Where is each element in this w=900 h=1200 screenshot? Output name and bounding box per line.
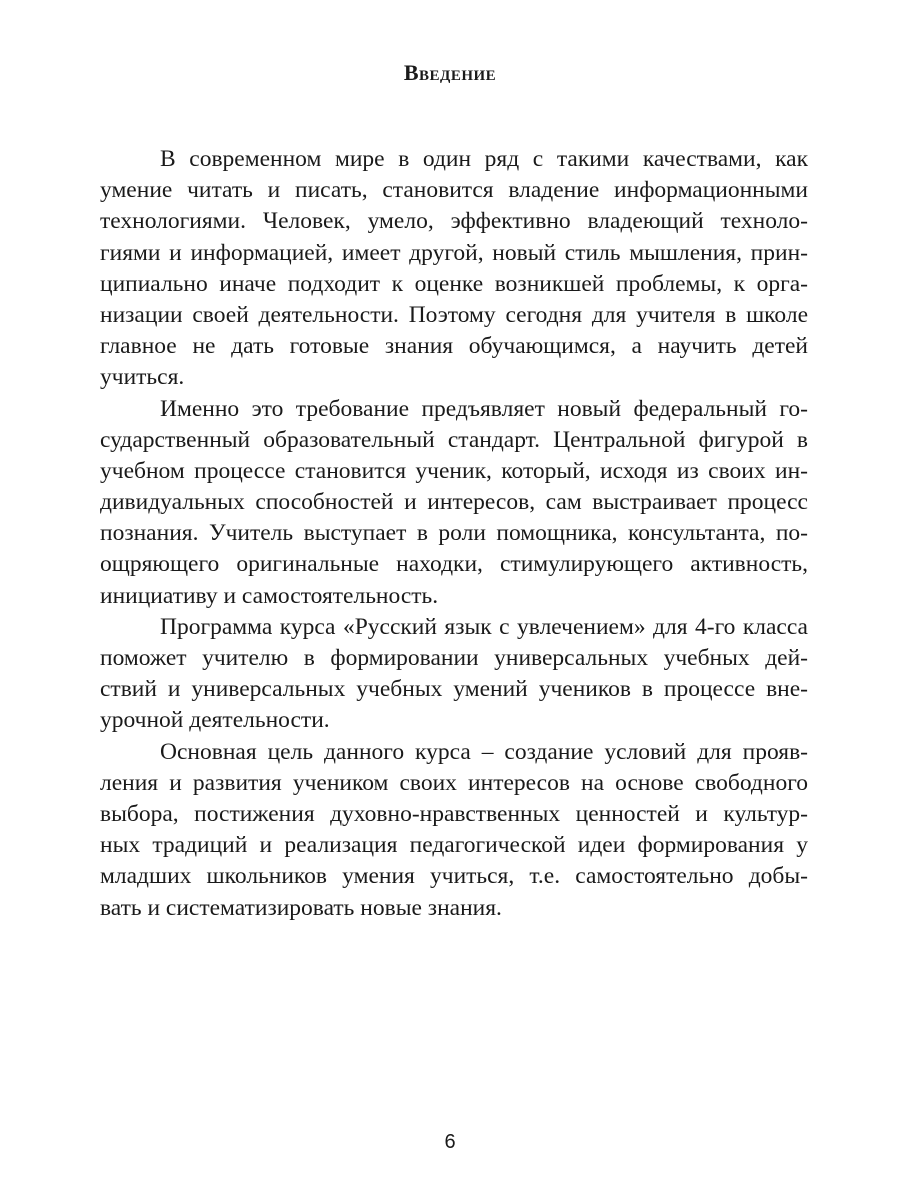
text-line: поможет учителю в формировании универсальных учебных дей- [100,645,808,671]
text-line: гиями и информацией, имеет другой, новый стиль мышления, прин- [100,239,808,266]
text-line: младших школьников умения учиться, т.е. самостоятельно добы- [100,863,808,890]
page-heading: Введение [403,60,497,85]
text-line: выбора, постижения духовно-нравственных ценностей и культур- [100,800,808,827]
text-line: вать и систематизировать новые знания. [100,894,502,921]
text-line: низации своей деятельности. Поэтому сегодня для учителя в школе [100,301,808,328]
text-line: урочной деятельности. [100,707,330,734]
paragraph [100,612,808,737]
text-line: Программа курса «Русский язык с увлечением» для 4-го класса [160,613,808,640]
text-line: познания. Учитель выступает в роли помощника, консультанта, по- [100,520,808,547]
text-line: ствий и универсальных учебных умений учеников в процессе вне- [100,676,808,703]
text-line: ления и развития учеником своих интересов на основе свободного [100,769,808,796]
text-line: Основная цель данного курса – создание условий для прояв- [160,738,808,765]
text-line: В современном мире в один ряд с такими качествами, как [160,146,808,172]
text-line: учебном процессе становится ученик, который, исходя из своих ин- [100,457,808,484]
text-line: ципиально иначе подходит к оценке возникшей проблемы, к орга- [100,270,808,297]
text-line: учиться. [100,364,185,391]
text-line: дивидуальных способностей и интересов, сам выстраивает процесс [100,489,808,516]
paragraph [100,144,808,394]
paragraph [100,737,808,924]
page-number: 6 [444,1131,456,1153]
text-line: ощряющего оригинальные находки, стимулирующего активность, [100,551,808,578]
text-line: технологиями. Человек, умело, эффективно владеющий техноло- [100,208,808,235]
body-text [100,144,808,924]
text-line: умение читать и писать, становится владение информационными [100,177,808,204]
paragraph [100,394,808,612]
text-line: сударственный образовательный стандарт. Центральной фигурой в [100,426,808,453]
text-line: главное не дать готовые знания обучающимся, а научить детей [100,333,808,360]
text-line: Именно это требование предъявляет новый федеральный го- [160,395,808,422]
text-line: ных традиций и реализация педагогической идеи формирования у [100,832,808,859]
text-line: инициативу и самостоятельность. [100,582,439,609]
